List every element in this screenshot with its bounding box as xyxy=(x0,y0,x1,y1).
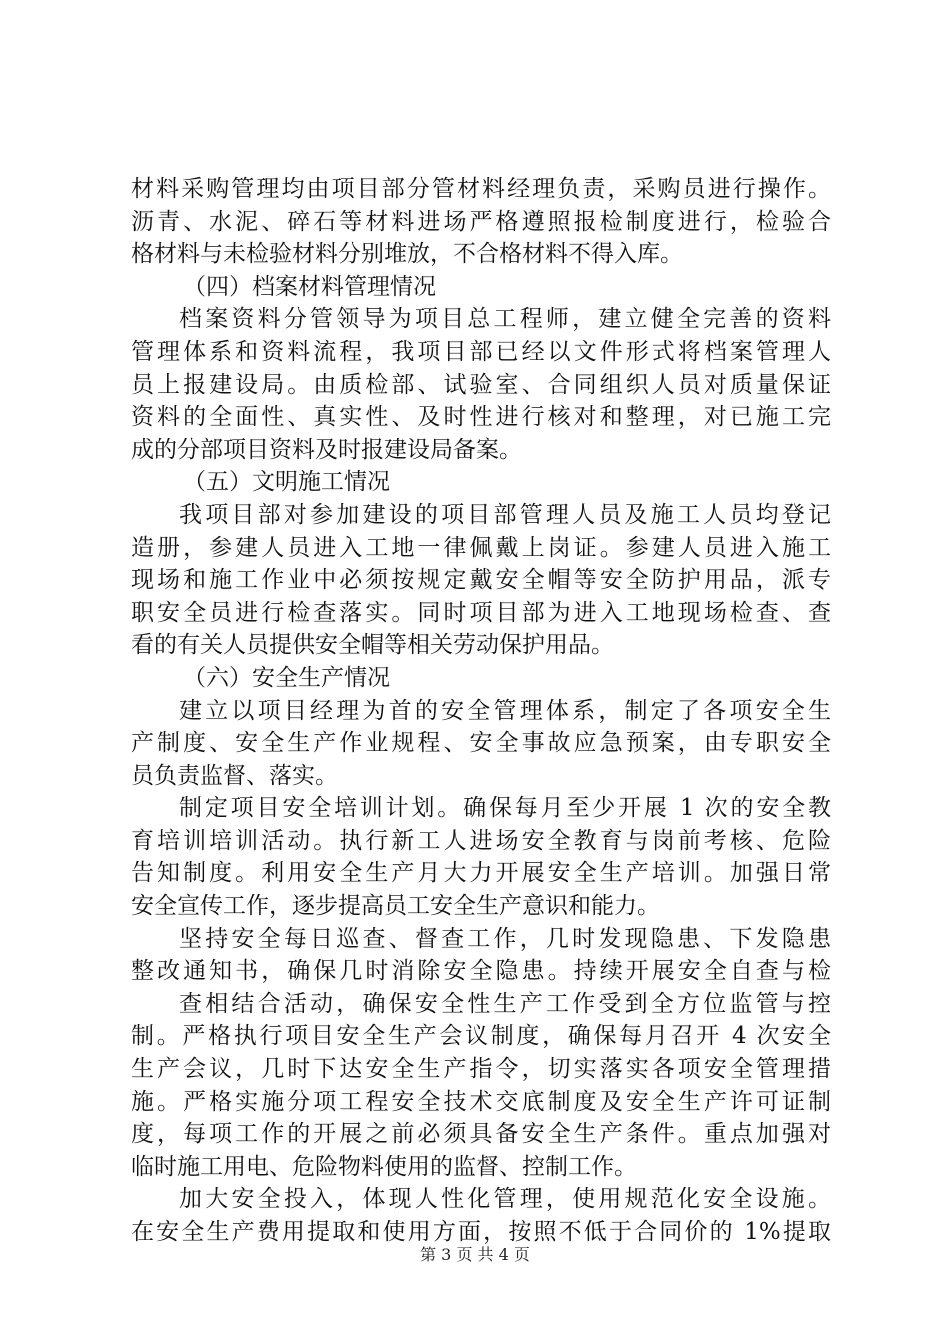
text-line: 材料采购管理均由项目部分管材料经理负责，采购员进行操作。 xyxy=(131,176,831,202)
text-line: 造册，参建人员进入工地一律佩戴上岗证。参建人员进入施工 xyxy=(131,534,831,561)
text-line: 看的有关人员提供安全帽等相关劳动保护用品。 xyxy=(131,632,614,659)
text-line: 现场和施工作业中必须按规定戴安全帽等安全防护用品，派专 xyxy=(131,567,831,594)
text-line: 制。严格执行项目安全生产会议制度，确保每月召开 4 次安全 xyxy=(131,1023,831,1050)
paragraph xyxy=(131,173,831,271)
text-line: 查相结合活动，确保安全性生产工作受到全方位监管与控 xyxy=(179,990,831,1017)
text-line: 员负责监督、落实。 xyxy=(131,762,338,789)
text-line: 整改通知书，确保几时消除安全隐患。持续开展安全自查与检 xyxy=(131,958,831,985)
text-line: 坚持安全每日巡查、督查工作，几时发现隐患、下发隐患 xyxy=(179,925,831,952)
text-line: 育培训培训活动。执行新工人进场安全教育与岗前考核、危险 xyxy=(131,827,831,854)
text-line: 建立以项目经理为首的安全管理体系，制定了各项安全生 xyxy=(179,697,831,724)
text-line: 格材料与未检验材料分别堆放，不合格材料不得入库。 xyxy=(131,241,683,268)
text-line: 资料的全面性、真实性、及时性进行核对和整理，对已施工完 xyxy=(131,404,831,431)
section-heading xyxy=(131,466,831,499)
text-line: 管理体系和资料流程，我项目部已经以文件形式将档案管理人 xyxy=(131,338,831,365)
paragraph xyxy=(131,792,831,922)
paragraph xyxy=(131,988,831,1184)
section-heading xyxy=(131,662,831,695)
paragraph xyxy=(131,499,831,662)
text-line: 职安全员进行检查落实。同时项目部为进入工地现场检查、查 xyxy=(131,599,831,626)
text-line: 在安全生产费用提取和使用方面，按照不低于合同价的 1%提取 xyxy=(131,1219,831,1245)
text-line: 临时施工用电、危险物料使用的监督、控制工作。 xyxy=(131,1153,637,1180)
text-line: 沥青、水泥、碎石等材料进场严格遵照报检制度进行，检验合 xyxy=(131,208,831,235)
document-body xyxy=(131,173,831,1249)
paragraph xyxy=(131,303,831,466)
text-line: （五）文明施工情况 xyxy=(183,469,390,496)
text-line: 产制度、安全生产作业规程、安全事故应急预案，由专职安全 xyxy=(131,730,831,757)
page-footer: 第 3 页 共 4 页 xyxy=(420,1245,530,1264)
text-line: 我项目部对参加建设的项目部管理人员及施工人员均登记 xyxy=(179,501,831,528)
text-line: 告知制度。利用安全生产月大力开展安全生产培训。加强日常 xyxy=(131,860,831,887)
text-line: 成的分部项目资料及时报建设局备案。 xyxy=(131,436,522,463)
text-line: 制定项目安全培训计划。确保每月至少开展 1 次的安全教 xyxy=(179,795,831,822)
text-line: 档案资料分管领导为项目总工程师，建立健全完善的资料 xyxy=(179,306,831,333)
paragraph xyxy=(131,695,831,793)
text-line: 施。严格实施分项工程安全技术交底制度及安全生产许可证制 xyxy=(131,1088,831,1115)
paragraph xyxy=(131,1183,831,1248)
text-line: （四）档案材料管理情况 xyxy=(183,273,436,300)
text-line: 员上报建设局。由质检部、试验室、合同组织人员对质量保证 xyxy=(131,371,831,398)
section-heading xyxy=(131,271,831,304)
paragraph xyxy=(131,923,831,988)
text-line: 安全宣传工作，逐步提高员工安全生产意识和能力。 xyxy=(131,893,660,920)
text-line: 加大安全投入，体现人性化管理，使用规范化安全设施。 xyxy=(179,1186,831,1213)
text-line: 生产会议，几时下达安全生产指令，切实落实各项安全管理措 xyxy=(131,1056,831,1083)
text-line: （六）安全生产情况 xyxy=(183,664,390,691)
text-line: 度，每项工作的开展之前必须具备安全生产条件。重点加强对 xyxy=(131,1121,831,1148)
